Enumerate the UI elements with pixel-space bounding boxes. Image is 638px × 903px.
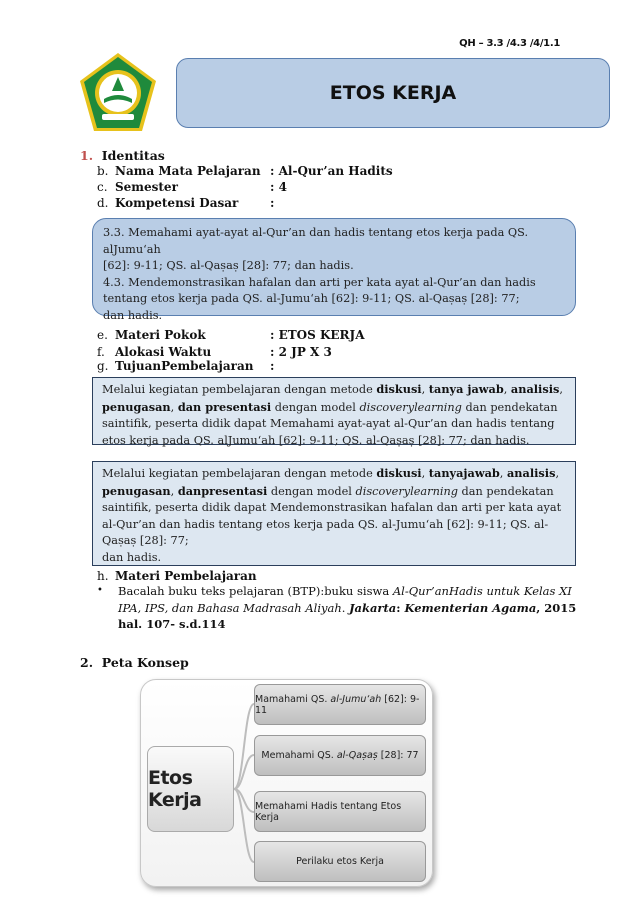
concept-leaf-qasas: Memahami QS. al-Qaṣaṣ [28]: 77 [254,735,426,776]
concept-leaf-jumuah: Mamahami QS. al-Jumu‘ah [62]: 9-11 [254,684,426,725]
ministry-logo-icon [78,51,158,135]
identity-row-competence: d. Kompetensi Dasar : [97,196,275,210]
identity-row-material: e. Materi Pokok : ETOS KERJA [97,328,365,342]
identity-row-time: f. Alokasi Waktu : 2 JP X 3 [97,345,332,359]
reference-text: Bacalah buku teks pelajaran (BTP):buku siswa Al-Qur’anHadis untuk Kelas XI IPA, IPS, dan Bahasa Madrasah Aliyah. Jakarta: Kementerian Agama, 2015 hal. 107- s.d.114 [118,584,577,631]
page-title: ETOS KERJA [329,82,457,104]
title-banner [176,58,610,128]
concept-center-node: Etos Kerja [147,746,234,832]
section-identity-heading: 1. Identitas [80,148,165,163]
competence-line: dan hadis. [103,308,163,322]
concept-leaf-hadis: Memahami Hadis tentang Etos Kerja [254,791,426,832]
identity-row-learning-material: h. Materi Pembelajaran [97,569,257,583]
document-code: QH – 3.3 /4.3 /4/1.1 [459,38,560,49]
identity-row-semester: c. Semester : 4 [97,180,287,194]
reference-bullet [97,583,577,633]
identity-row-subject: b. Nama Mata Pelajaran : Al-Qur’an Hadits [97,164,393,178]
competence-line: [62]: 9-11; QS. al-Qaṣaṣ [28]: 77; dan hadis. [103,259,354,272]
identity-row-objective: g. TujuanPembelajaran : [97,359,275,373]
objective-box-1: Melalui kegiatan pembelajaran dengan metode diskusi, tanya jawab, analisis, penugasan, dan presentasi dengan model discoverylearning dan pendekatan saintifik, peserta didik dapat Memahami ayat-ayat al-Qur’an dan hadis tentang etos kerja pada QS. alJumu‘ah [62]: 9-11; QS. al-Qaṣaṣ [28]: 77; dan hadis. [92,377,576,445]
competence-line: tentang etos kerja pada QS. al-Jumu‘ah [62]: 9-11; QS. al-Qaṣaṣ [28]: 77; [103,292,520,305]
competence-line: 4.3. Mendemonstrasikan hafalan dan arti per kata ayat al-Qur’an dan hadis [103,275,536,289]
concept-map [140,679,433,887]
concept-leaf-perilaku: Perilaku etos Kerja [254,841,426,882]
competence-line: 3.3. Memahami ayat-ayat al-Qur’an dan hadis tentang etos kerja pada QS. alJumu‘ah [103,226,529,256]
bullet-icon: • [97,585,103,596]
competence-box [92,218,576,322]
objective-box-2: Melalui kegiatan pembelajaran dengan metode diskusi, tanyajawab, analisis, penugasan, danpresentasi dengan model discoverylearning dan pendekatan saintifik, peserta didik dapat Mendemonstrasikan hafalan dan arti per kata ayat al-Qur’an dan hadis tentang etos kerja pada QS. al-Jumu‘ah [62]: 9-11; QS. al-Qaṣaṣ [28]: 77; dan hadis. [92,461,576,566]
section-concept-map-heading: 2. Peta Konsep [80,655,189,670]
